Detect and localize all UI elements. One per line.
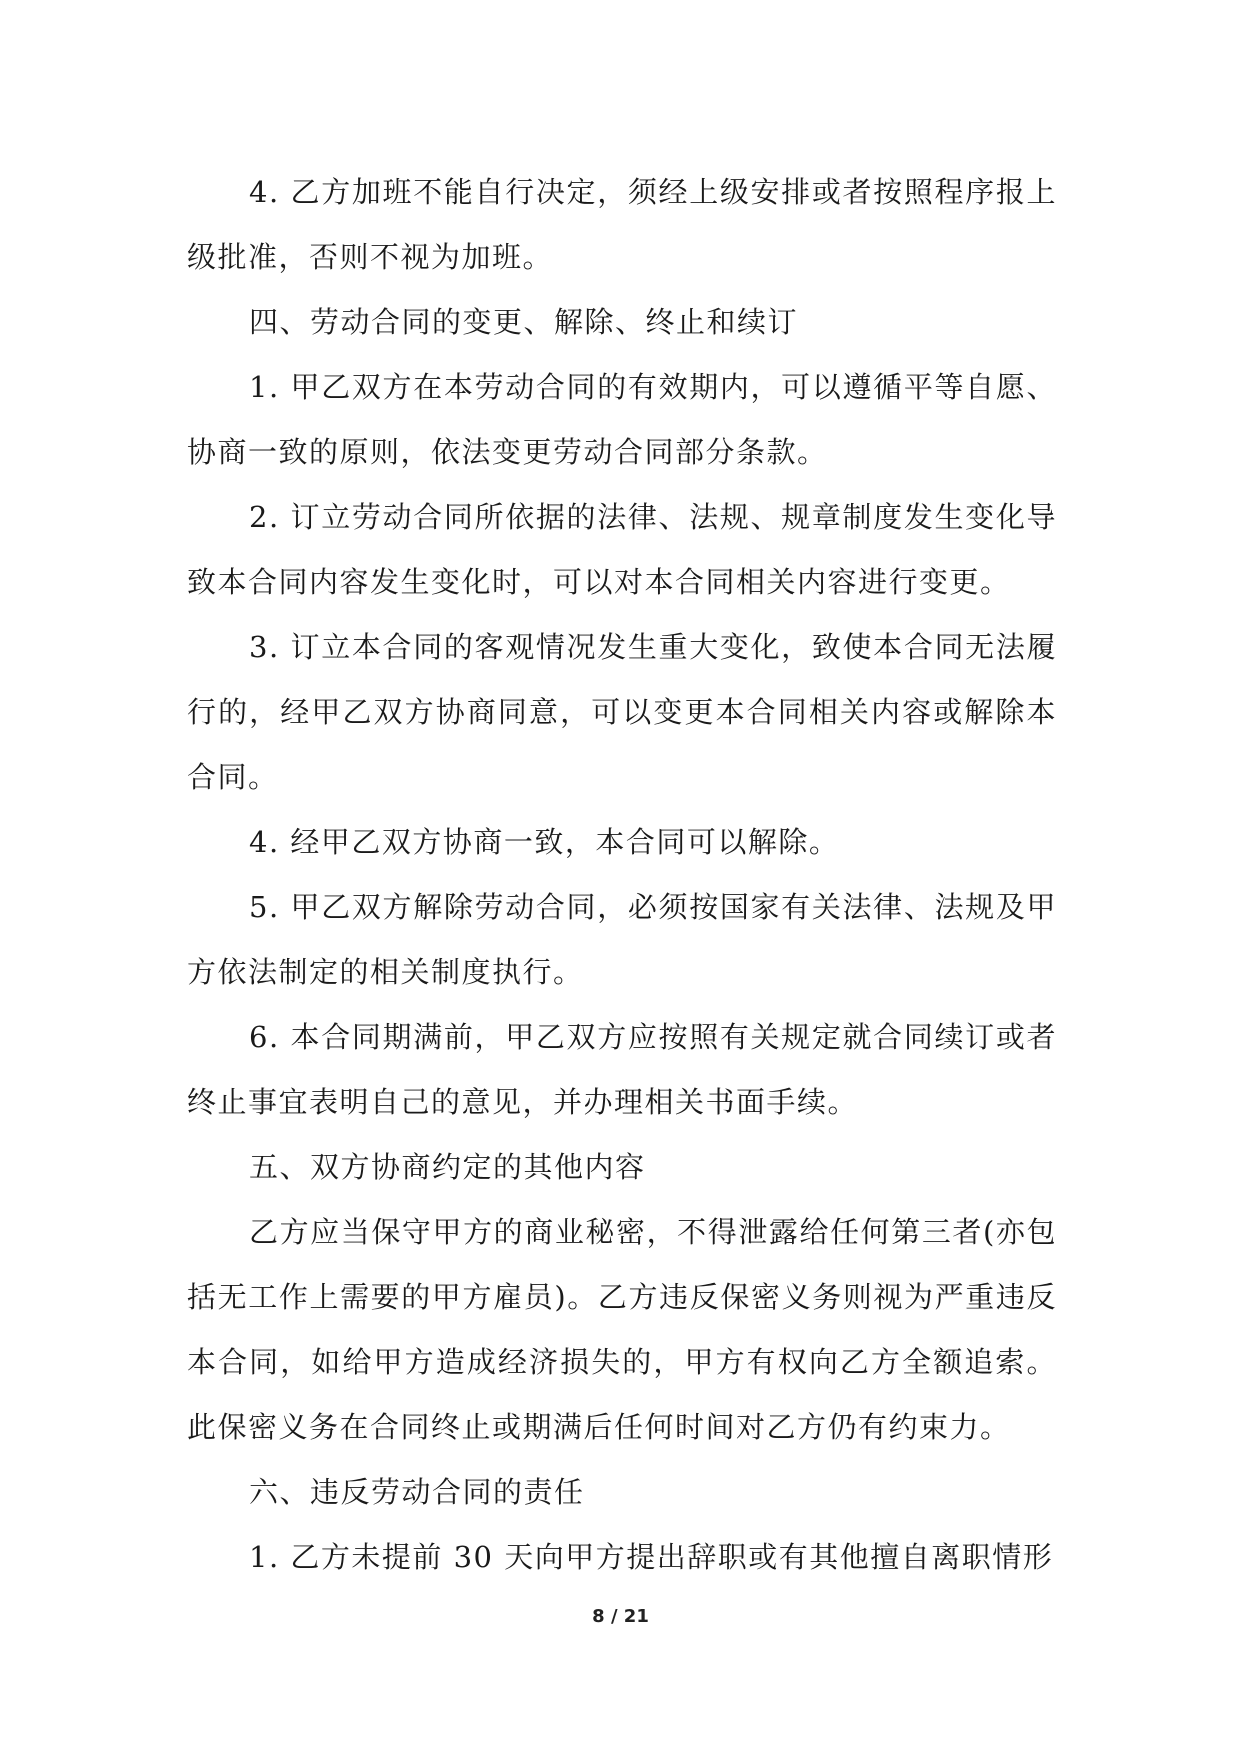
paragraph-clause-2: 2. 订立劳动合同所依据的法律、法规、规章制度发生变化导致本合同内容发生变化时，可以对本合同相关内容进行变更。 (187, 500, 1057, 599)
document-body (187, 160, 1057, 1590)
paragraph-overtime-rule: 4. 乙方加班不能自行决定，须经上级安排或者按照程序报上级批准，否则不视为加班。 (187, 175, 1057, 274)
paragraph-clause-6: 6. 本合同期满前，甲乙双方应按照有关规定就合同续订或者终止事宜表明自己的意见，并办理相关书面手续。 (187, 1020, 1057, 1119)
section-heading-breach-liability: 六、违反劳动合同的责任 (249, 1475, 585, 1509)
paragraph-breach-clause-1: 1. 乙方未提前 30 天向甲方提出辞职或有其他擅自离职情形 (249, 1540, 1054, 1574)
paragraph-clause-1: 1. 甲乙双方在本劳动合同的有效期内，可以遵循平等自愿、协商一致的原则，依法变更劳动合同部分条款。 (187, 370, 1057, 469)
paragraph-confidentiality: 乙方应当保守甲方的商业秘密，不得泄露给任何第三者(亦包括无工作上需要的甲方雇员)。乙方违反保密义务则视为严重违反本合同，如给甲方造成经济损失的，甲方有权向乙方全额追索。此保密义务在合同终止或期满后任何时间对乙方仍有约束力。 (187, 1215, 1057, 1444)
section-heading-change-termination: 四、劳动合同的变更、解除、终止和续订 (249, 305, 799, 339)
section-heading-other-terms: 五、双方协商约定的其他内容 (249, 1150, 646, 1184)
paragraph-clause-5: 5. 甲乙双方解除劳动合同，必须按国家有关法律、法规及甲方依法制定的相关制度执行。 (187, 890, 1057, 989)
page-number: 8 / 21 (592, 1606, 649, 1627)
paragraph-clause-3: 3. 订立本合同的客观情况发生重大变化，致使本合同无法履行的，经甲乙双方协商同意，可以变更本合同相关内容或解除本合同。 (187, 630, 1057, 794)
paragraph-clause-4: 4. 经甲乙双方协商一致，本合同可以解除。 (249, 825, 840, 859)
